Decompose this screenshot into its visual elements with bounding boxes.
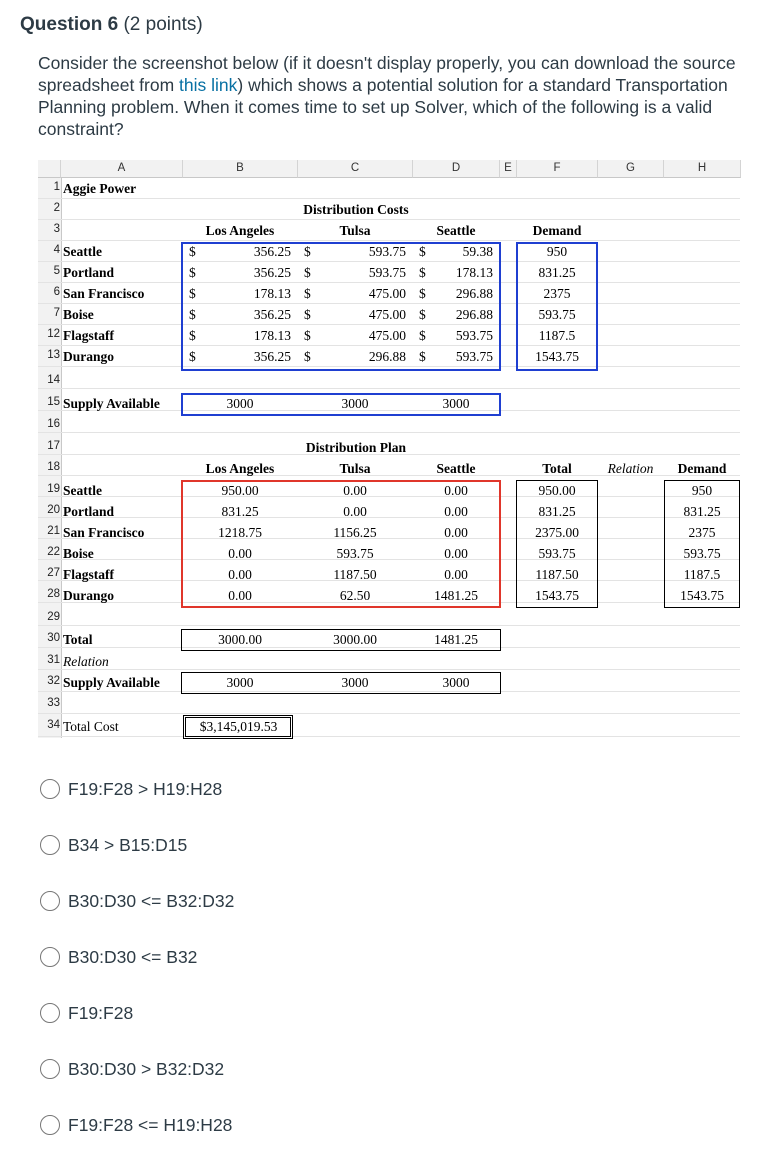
row-number: 7 <box>53 307 60 319</box>
source-spreadsheet-link[interactable]: this link <box>179 75 238 95</box>
row-number: 28 <box>47 588 60 600</box>
col-header-a: A <box>61 160 183 178</box>
supply-box <box>181 393 501 416</box>
row-number: 17 <box>47 440 60 452</box>
cost-value: 296.88 <box>368 349 406 364</box>
demand-header: Demand <box>532 223 582 238</box>
plan-value: 0.00 <box>343 483 367 498</box>
col-header-e: E <box>500 160 517 178</box>
grid-line <box>38 240 740 241</box>
total-column-box <box>516 480 598 608</box>
plan-demand-value: 2375 <box>688 525 716 540</box>
plan-total-header: Total <box>542 461 572 476</box>
row-number: 22 <box>47 546 60 558</box>
currency-symbol: $ <box>189 307 196 322</box>
question-text <box>38 52 758 140</box>
row-number: 4 <box>53 244 60 256</box>
row-number: 13 <box>47 349 60 361</box>
plan-demand-value: 831.25 <box>683 504 721 519</box>
plan-total-value: 831.25 <box>538 504 576 519</box>
cost-dest-tulsa: Tulsa <box>339 223 371 238</box>
answer-option[interactable] <box>40 1058 224 1080</box>
plan-value: 0.00 <box>444 483 468 498</box>
cost-value: 178.13 <box>253 286 291 301</box>
plan-demand-header: Demand <box>677 461 727 476</box>
plan-value: 0.00 <box>228 546 252 561</box>
supply-los-angeles: 3000 <box>226 396 254 411</box>
plan-row-origin: Seattle <box>63 483 102 498</box>
plan-row-origin: Portland <box>63 504 115 519</box>
supply2-los-angeles: 3000 <box>226 675 254 690</box>
answer-option-label: F19:F28 > H19:H28 <box>68 778 223 799</box>
question-text-part2: ) which shows a potential solution for a standard Transportation Planning problem. When it comes time to set up Solver, which of the following is a valid constraint? <box>38 75 728 139</box>
plan-row-origin: Durango <box>63 588 115 603</box>
row-number: 1 <box>53 181 60 193</box>
row-number: 14 <box>47 374 60 386</box>
supply-tulsa: 3000 <box>341 396 369 411</box>
demand-value: 831.25 <box>538 265 576 280</box>
currency-symbol: $ <box>304 328 311 343</box>
plan-matrix-box <box>181 480 501 608</box>
cost-row-origin: Durango <box>63 349 115 364</box>
row-number: 6 <box>53 286 60 298</box>
col-header-h: H <box>664 160 741 178</box>
cost-value: 475.00 <box>368 286 406 301</box>
row-number: 19 <box>47 483 60 495</box>
cost-dest-los-angeles: Los Angeles <box>205 223 275 238</box>
answer-option-label: B30:D30 <= B32:D32 <box>68 890 235 911</box>
row-number: 12 <box>47 328 60 340</box>
cost-value: 59.38 <box>462 244 493 259</box>
plan-demand-value: 1187.5 <box>683 567 721 582</box>
demand-value: 593.75 <box>538 307 576 322</box>
relation-row-label: Relation <box>63 654 109 669</box>
radio-button[interactable] <box>40 1059 60 1079</box>
radio-button[interactable] <box>40 835 60 855</box>
row-number: 30 <box>47 632 60 644</box>
row-number: 5 <box>53 265 60 277</box>
row-number: 27 <box>47 567 60 579</box>
answer-option[interactable] <box>40 778 222 800</box>
row-number: 20 <box>47 504 60 516</box>
grid-line <box>38 736 740 737</box>
distribution-costs-header: Distribution Costs <box>303 202 409 217</box>
plan-row-origin: San Francisco <box>63 525 145 540</box>
cost-value: 593.75 <box>368 244 406 259</box>
cost-value: 296.88 <box>455 307 493 322</box>
row-number: 32 <box>47 675 60 687</box>
total-tulsa: 3000.00 <box>333 632 377 647</box>
demand-value: 1543.75 <box>535 349 579 364</box>
supply2-seattle: 3000 <box>442 675 470 690</box>
row-number: 16 <box>47 418 60 430</box>
cost-value: 593.75 <box>368 265 406 280</box>
cost-value: 593.75 <box>455 349 493 364</box>
radio-button[interactable] <box>40 947 60 967</box>
supply-available-label: Supply Available <box>63 396 160 411</box>
cost-value: 356.25 <box>253 244 291 259</box>
answer-option[interactable] <box>40 1002 133 1024</box>
supply2-tulsa: 3000 <box>341 675 369 690</box>
total-seattle: 1481.25 <box>434 632 478 647</box>
plan-value: 0.00 <box>228 567 252 582</box>
col-header-g: G <box>598 160 664 178</box>
currency-symbol: $ <box>304 349 311 364</box>
plan-total-value: 1187.50 <box>535 567 579 582</box>
plan-total-value: 950.00 <box>538 483 576 498</box>
plan-value: 1187.50 <box>333 567 377 582</box>
currency-symbol: $ <box>419 265 426 280</box>
spreadsheet-screenshot <box>38 160 740 738</box>
cost-dest-seattle: Seattle <box>436 223 476 238</box>
sheet-corner <box>38 160 61 178</box>
radio-button[interactable] <box>40 891 60 911</box>
col-header-f: F <box>517 160 598 178</box>
plan-value: 0.00 <box>343 504 367 519</box>
currency-symbol: $ <box>304 286 311 301</box>
col-header-c: C <box>298 160 413 178</box>
supply2-row-box <box>181 672 501 694</box>
currency-symbol: $ <box>189 265 196 280</box>
row-number: 34 <box>47 719 60 731</box>
answer-option[interactable] <box>40 1114 232 1136</box>
plan-row-origin: Boise <box>63 546 94 561</box>
grid-line <box>38 625 740 626</box>
demand-value: 950 <box>546 244 568 259</box>
plan-dest-seattle: Seattle <box>436 461 476 476</box>
row-number: 15 <box>47 396 60 408</box>
cost-value: 475.00 <box>368 307 406 322</box>
question-title: Question 6 <box>20 14 119 35</box>
plan-total-value: 1543.75 <box>535 588 579 603</box>
total-cost-box <box>183 715 293 739</box>
plan-relation-header: Relation <box>607 461 654 476</box>
row-number: 29 <box>47 611 60 623</box>
grid-line <box>38 219 740 220</box>
col-header-d: D <box>413 160 500 178</box>
currency-symbol: $ <box>419 286 426 301</box>
plan-value: 0.00 <box>444 525 468 540</box>
cost-row-origin: Portland <box>63 265 115 280</box>
cost-row-origin: Flagstaff <box>63 328 114 343</box>
plan-dest-tulsa: Tulsa <box>339 461 371 476</box>
cost-value: 475.00 <box>368 328 406 343</box>
total-row-label: Total <box>63 632 93 647</box>
currency-symbol: $ <box>304 265 311 280</box>
col-header-b: B <box>183 160 298 178</box>
currency-symbol: $ <box>189 286 196 301</box>
total-cost-value: $3,145,019.53 <box>199 719 278 734</box>
cost-value: 178.13 <box>253 328 291 343</box>
supply-available-label-2: Supply Available <box>63 675 160 690</box>
plan-value: 950.00 <box>221 483 259 498</box>
plan-dest-los-angeles: Los Angeles <box>205 461 275 476</box>
total-cost-label: Total Cost <box>63 719 119 734</box>
question-text-part1: Consider the screenshot below (if it doesn't display properly, you can download the source spreadsheet from <box>38 53 736 95</box>
plan-value: 0.00 <box>444 504 468 519</box>
radio-button[interactable] <box>40 1115 60 1135</box>
demand-column-box <box>664 480 740 608</box>
plan-value: 1481.25 <box>434 588 478 603</box>
plan-row-origin: Flagstaff <box>63 567 114 582</box>
cost-row-origin: Seattle <box>63 244 102 259</box>
supply-seattle: 3000 <box>442 396 470 411</box>
plan-value: 593.75 <box>336 546 374 561</box>
answer-option-label: F19:F28 <= H19:H28 <box>68 1114 233 1135</box>
answer-option[interactable] <box>40 834 187 856</box>
question-points: (2 points) <box>123 14 203 35</box>
plan-value: 1218.75 <box>218 525 262 540</box>
radio-button[interactable] <box>40 1003 60 1023</box>
cost-value: 296.88 <box>455 286 493 301</box>
plan-total-value: 593.75 <box>538 546 576 561</box>
demand-value: 1187.5 <box>538 328 576 343</box>
grid-line <box>38 432 740 433</box>
cost-matrix-box <box>181 242 501 371</box>
plan-value: 831.25 <box>221 504 259 519</box>
distribution-plan-header: Distribution Plan <box>305 440 407 455</box>
cost-row-origin: Boise <box>63 307 94 322</box>
plan-demand-value: 950 <box>691 483 713 498</box>
answer-option-label: B34 > B15:D15 <box>68 834 188 855</box>
grid-line <box>38 388 740 389</box>
cost-value: 356.25 <box>253 307 291 322</box>
plan-total-value: 2375.00 <box>535 525 579 540</box>
currency-symbol: $ <box>419 244 426 259</box>
row-number: 33 <box>47 697 60 709</box>
row-number: 31 <box>47 654 60 666</box>
grid-line <box>38 669 740 670</box>
currency-symbol: $ <box>189 328 196 343</box>
currency-symbol: $ <box>189 349 196 364</box>
cost-value: 356.25 <box>253 265 291 280</box>
sheet-title: Aggie Power <box>63 181 137 196</box>
answer-option-label: B30:D30 <= B32 <box>68 946 198 967</box>
answer-option[interactable] <box>40 946 197 968</box>
row-number: 21 <box>47 525 60 537</box>
answer-option-label: B30:D30 > B32:D32 <box>68 1058 225 1079</box>
currency-symbol: $ <box>189 244 196 259</box>
cost-value: 356.25 <box>253 349 291 364</box>
grid-line <box>38 198 740 199</box>
currency-symbol: $ <box>419 349 426 364</box>
plan-value: 0.00 <box>444 567 468 582</box>
currency-symbol: $ <box>304 307 311 322</box>
currency-symbol: $ <box>419 307 426 322</box>
row-number: 3 <box>53 223 60 235</box>
plan-value: 62.50 <box>339 588 371 603</box>
currency-symbol: $ <box>419 328 426 343</box>
demand-box <box>516 242 598 371</box>
total-los-angeles: 3000.00 <box>218 632 262 647</box>
grid-line <box>38 713 740 714</box>
answer-option[interactable] <box>40 890 234 912</box>
cost-value: 178.13 <box>455 265 493 280</box>
cost-value: 593.75 <box>455 328 493 343</box>
question-header <box>20 14 203 36</box>
row-number: 18 <box>47 461 60 473</box>
plan-demand-value: 1543.75 <box>680 588 724 603</box>
cost-row-origin: San Francisco <box>63 286 145 301</box>
row-number: 2 <box>53 202 60 214</box>
plan-value: 0.00 <box>444 546 468 561</box>
demand-value: 2375 <box>543 286 571 301</box>
plan-value: 1156.25 <box>333 525 377 540</box>
total-row-box <box>181 629 501 651</box>
radio-button[interactable] <box>40 779 60 799</box>
plan-value: 0.00 <box>228 588 252 603</box>
currency-symbol: $ <box>304 244 311 259</box>
answer-option-label: F19:F28 <box>68 1002 134 1023</box>
plan-demand-value: 593.75 <box>683 546 721 561</box>
